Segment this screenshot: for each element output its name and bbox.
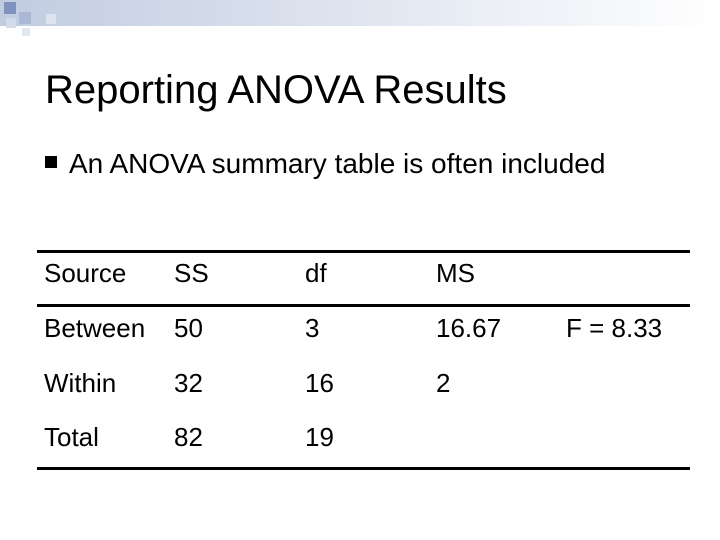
header-ss: SS — [174, 258, 209, 288]
header-ms: MS — [436, 258, 475, 288]
table-bottom-rule — [37, 467, 690, 470]
bullet-text: An ANOVA summary table is often included — [69, 148, 606, 179]
header-df: df — [305, 258, 327, 288]
table-cell: 32 — [174, 368, 203, 398]
table-cell: 2 — [436, 368, 451, 398]
table-top-rule — [37, 250, 690, 253]
header-source: Source — [44, 258, 127, 288]
table-cell: 50 — [174, 313, 203, 343]
corner-decoration — [0, 0, 720, 40]
table-cell: Between — [44, 313, 146, 343]
table-cell: Total — [44, 422, 99, 452]
square-bullet-icon — [45, 156, 57, 168]
table-cell: 3 — [305, 313, 320, 343]
f-statistic: F = 8.33 — [566, 313, 663, 343]
table-header-rule — [37, 304, 690, 307]
table-cell: 82 — [174, 422, 203, 452]
table-cell: 16 — [305, 368, 334, 398]
table-cell: Within — [44, 368, 117, 398]
slide-title: Reporting ANOVA Results — [45, 68, 507, 112]
table-cell: 19 — [305, 422, 334, 452]
table-cell: 16.67 — [436, 313, 502, 343]
